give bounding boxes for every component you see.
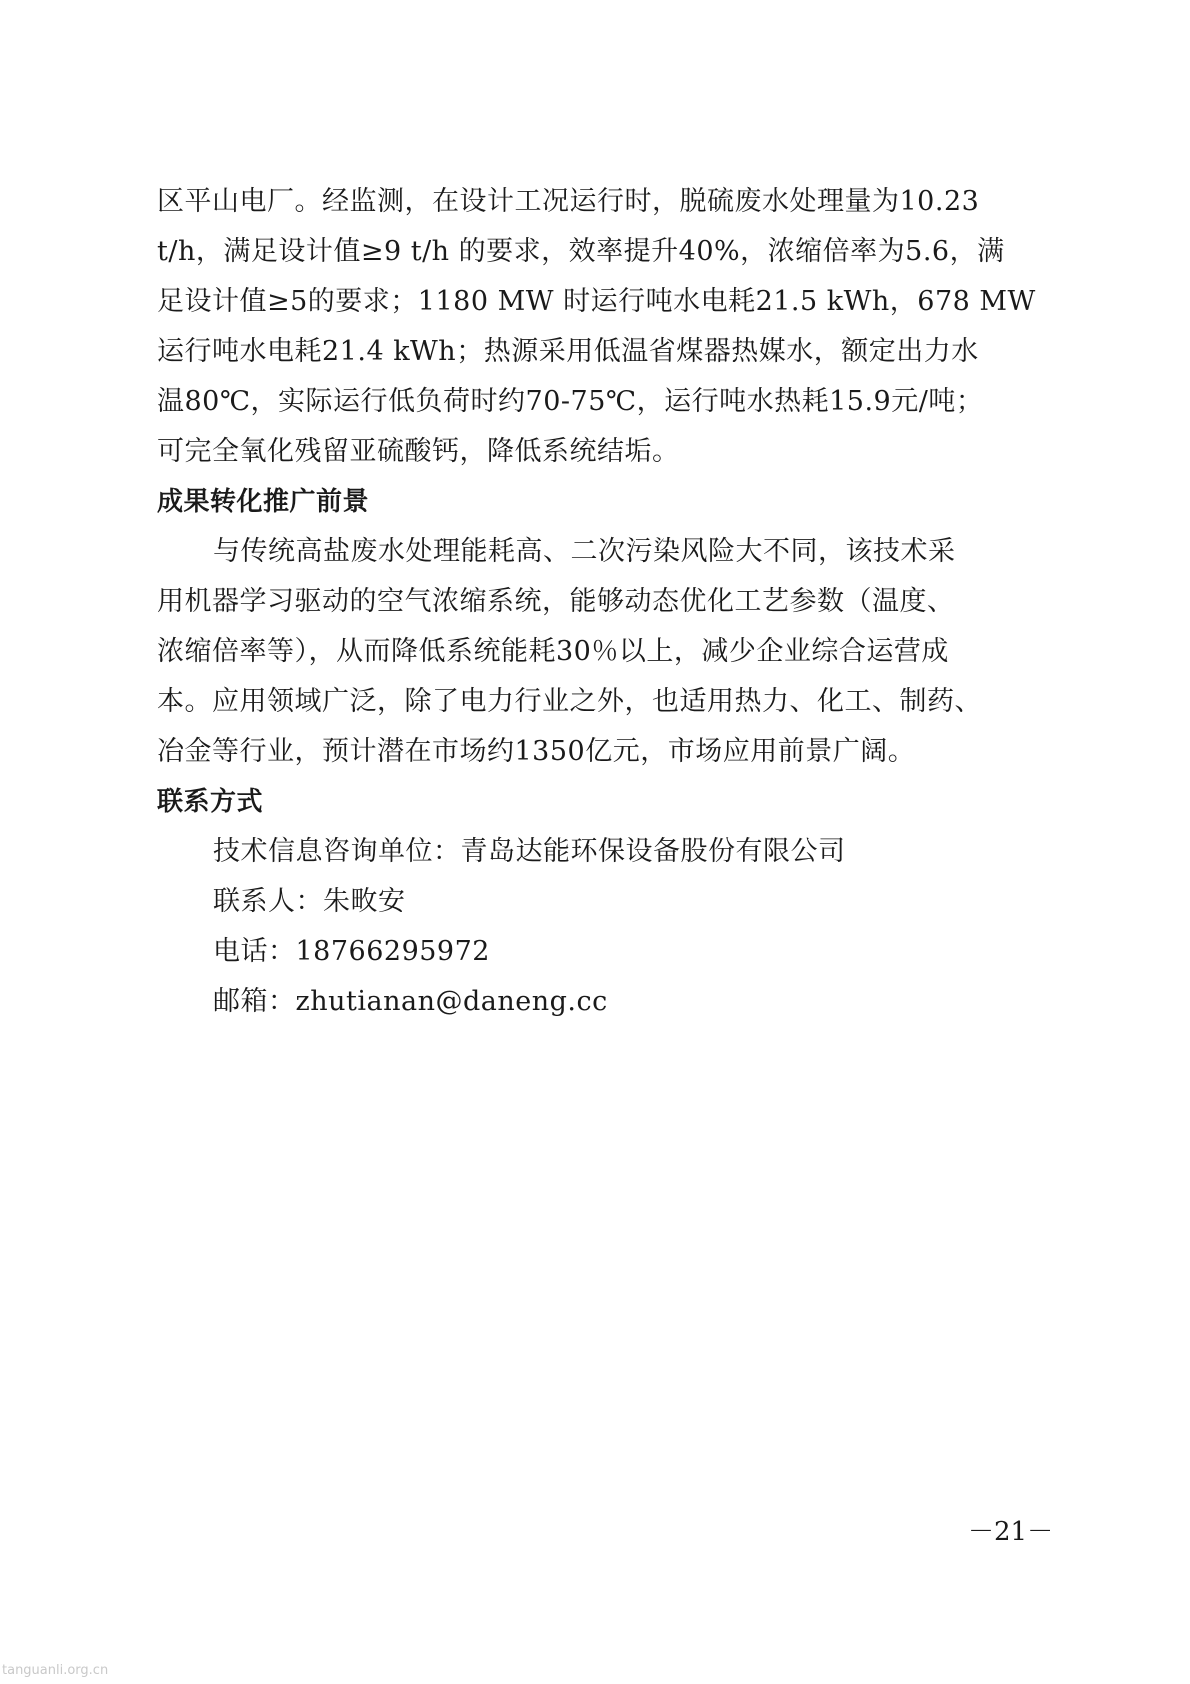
paragraph-line: 冶金等行业，预计潜在市场约1350亿元，市场应用前景广阔。: [157, 736, 916, 767]
paragraph-line: 与传统高盐废水处理能耗高、二次污染风险大不同，该技术采: [213, 536, 956, 567]
paragraph-line: t/h，满足设计值≥9 t/h 的要求，效率提升40%，浓缩倍率为5.6，满: [157, 236, 1005, 267]
section-heading-promotion: 成果转化推广前景: [157, 487, 370, 517]
watermark-text: tanguanli.org.cn: [2, 1663, 109, 1678]
contact-phone: 电话：18766295972: [213, 936, 490, 967]
contact-person: 联系人：朱畋安: [213, 886, 406, 917]
contact-unit: 技术信息咨询单位：青岛达能环保设备股份有限公司: [213, 836, 846, 867]
page-number: －21－: [968, 1517, 1054, 1547]
paragraph-line: 浓缩倍率等），从而降低系统能耗30％以上，减少企业综合运营成: [157, 636, 949, 667]
main-text: [157, 177, 1036, 1027]
paragraph-line: 区平山电厂。经监测，在设计工况运行时，脱硫废水处理量为10.23: [157, 186, 980, 217]
paragraph-line: 本。应用领域广泛，除了电力行业之外，也适用热力、化工、制药、: [157, 686, 982, 717]
section-heading-contact: 联系方式: [157, 787, 264, 817]
contact-email: 邮箱：zhutianan@daneng.cc: [213, 986, 608, 1017]
paragraph-line: 可完全氧化残留亚硫酸钙，降低系统结垢。: [157, 436, 680, 467]
paragraph-line: 温80℃，实际运行低负荷时约70-75℃，运行吨水热耗15.9元/吨；: [157, 386, 984, 417]
paragraph-line: 运行吨水电耗21.4 kWh；热源采用低温省煤器热媒水，额定出力水: [157, 336, 979, 367]
paragraph-line: 用机器学习驱动的空气浓缩系统，能够动态优化工艺参数（温度、: [157, 586, 955, 617]
paragraph-line: 足设计值≥5的要求；1180 MW 时运行吨水电耗21.5 kWh，678 MW: [157, 286, 1036, 317]
